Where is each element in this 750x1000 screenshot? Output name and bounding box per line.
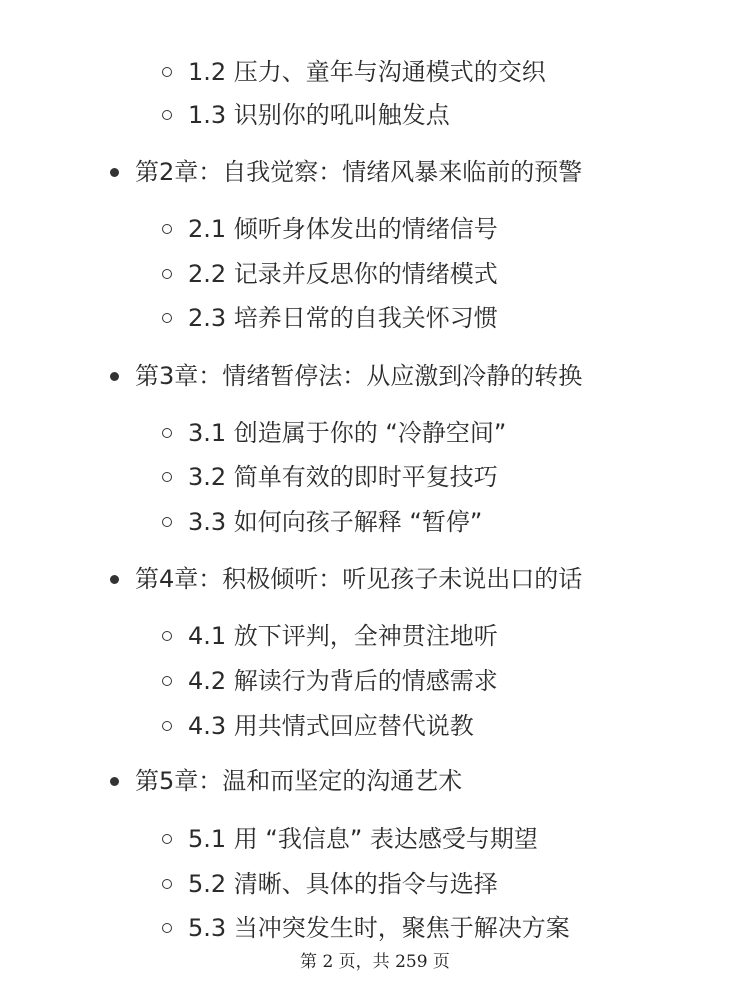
toc-subsection[interactable]: 4.3 用共情式回应替代说教 [188, 712, 474, 740]
toc-subsection[interactable]: 4.1 放下评判，全神贯注地听 [188, 622, 498, 650]
solid-bullet-icon [110, 372, 119, 381]
hollow-bullet-icon [162, 517, 172, 527]
hollow-bullet-icon [162, 879, 172, 889]
hollow-bullet-icon [162, 224, 172, 234]
toc-subsection[interactable]: 1.2 压力、童年与沟通模式的交织 [188, 58, 546, 86]
toc-subsection[interactable]: 3.2 简单有效的即时平复技巧 [188, 463, 498, 491]
hollow-bullet-icon [162, 313, 172, 323]
page-number-footer: 第 2 页，共 259 页 [300, 952, 450, 972]
hollow-bullet-icon [162, 269, 172, 279]
solid-bullet-icon [110, 575, 119, 584]
toc-chapter[interactable]: 第5章：温和而坚定的沟通艺术 [135, 767, 463, 795]
toc-subsection[interactable]: 2.3 培养日常的自我关怀习惯 [188, 304, 498, 332]
solid-bullet-icon [110, 168, 119, 177]
toc-subsection[interactable]: 2.1 倾听身体发出的情绪信号 [188, 215, 498, 243]
toc-subsection[interactable]: 4.2 解读行为背后的情感需求 [188, 667, 498, 695]
toc-subsection[interactable]: 5.3 当冲突发生时，聚焦于解决方案 [188, 914, 570, 942]
toc-chapter[interactable]: 第3章：情绪暂停法：从应激到冷静的转换 [135, 362, 583, 390]
toc-subsection[interactable]: 2.2 记录并反思你的情绪模式 [188, 260, 498, 288]
toc-subsection[interactable]: 5.2 清晰、具体的指令与选择 [188, 870, 498, 898]
hollow-bullet-icon [162, 631, 172, 641]
hollow-bullet-icon [162, 428, 172, 438]
toc-chapter[interactable]: 第4章：积极倾听：听见孩子未说出口的话 [135, 565, 583, 593]
toc-subsection[interactable]: 5.1 用 “我信息” 表达感受与期望 [188, 825, 538, 853]
toc-chapter[interactable]: 第2章：自我觉察：情绪风暴来临前的预警 [135, 158, 583, 186]
hollow-bullet-icon [162, 721, 172, 731]
toc-subsection[interactable]: 3.1 创造属于你的 “冷静空间” [188, 419, 507, 447]
hollow-bullet-icon [162, 923, 172, 933]
hollow-bullet-icon [162, 472, 172, 482]
hollow-bullet-icon [162, 67, 172, 77]
hollow-bullet-icon [162, 676, 172, 686]
solid-bullet-icon [110, 777, 119, 786]
toc-subsection[interactable]: 1.3 识别你的吼叫触发点 [188, 101, 450, 129]
toc-subsection[interactable]: 3.3 如何向孩子解释 “暂停” [188, 508, 483, 536]
hollow-bullet-icon [162, 110, 172, 120]
hollow-bullet-icon [162, 834, 172, 844]
